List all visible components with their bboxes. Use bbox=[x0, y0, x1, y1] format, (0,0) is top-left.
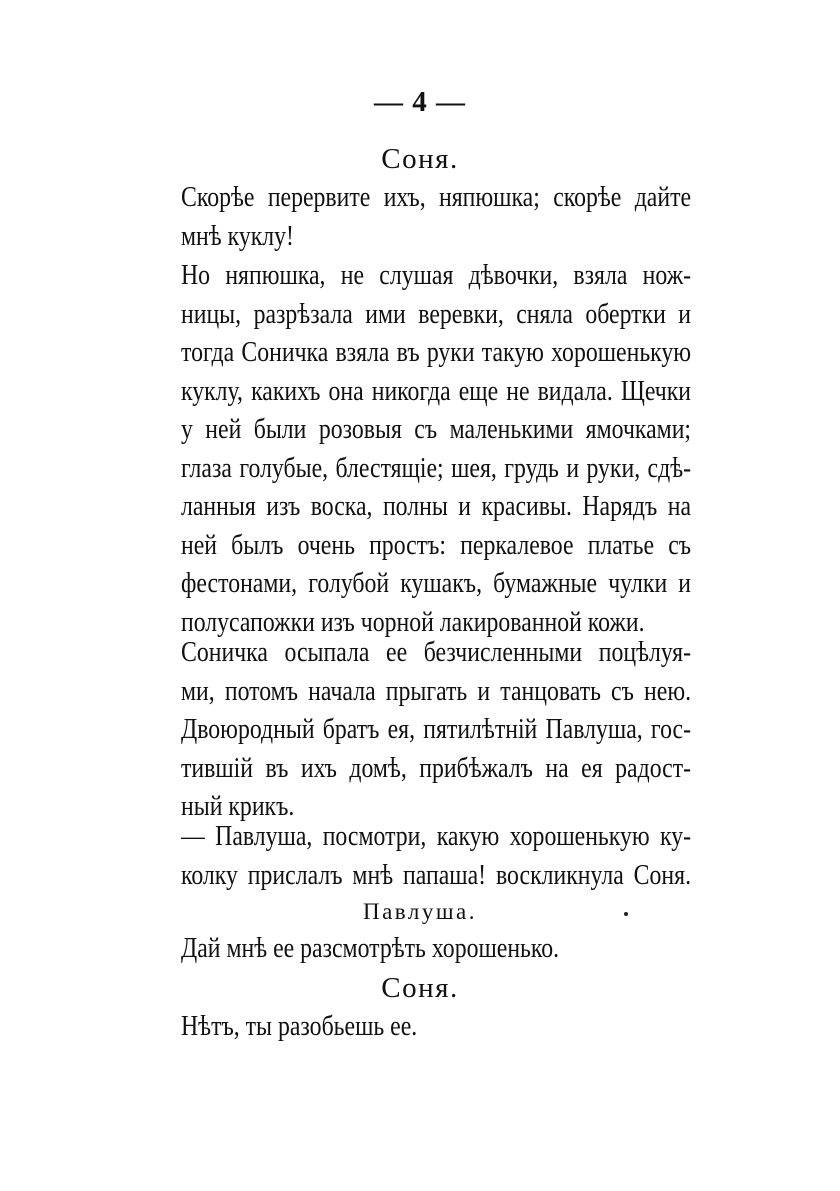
text-line: Но няпюшка, не слушая дѣвочки, взяла нож- bbox=[181, 259, 692, 291]
text-line: — Павлуша, посмотри, какую хорошенькую ку- bbox=[181, 820, 692, 852]
speaker-name: Соня. bbox=[381, 972, 459, 1004]
paragraph bbox=[181, 929, 599, 968]
text-line: у ней были розовыя съ маленькими ямочками; bbox=[181, 413, 692, 445]
speaker-name: Павлуша. bbox=[362, 899, 478, 924]
text-line: тогда Соничка взяла въ руки такую хорошенькую bbox=[181, 336, 692, 368]
paragraph bbox=[181, 817, 692, 894]
paragraph bbox=[181, 178, 692, 255]
text-line: Скорѣе перервите ихъ, няпюшка; скорѣе дайте bbox=[181, 181, 692, 213]
text-line: ми, потомъ начала прыгать и танцовать съ нею. bbox=[181, 674, 692, 707]
text-line: ный крикъ. bbox=[181, 790, 295, 822]
paragraph bbox=[181, 256, 692, 641]
text-line: полусапожки изъ чорной лакированной кожи. bbox=[181, 605, 645, 638]
text-line: Нѣтъ, ты разобьешь ее. bbox=[181, 1010, 418, 1042]
text-line: колку прислалъ мнѣ папаша! воскликнула Соня. bbox=[181, 858, 692, 891]
paragraph bbox=[181, 1007, 599, 1046]
text-line: фестонами, голубой кушакъ, бумажные чулки и bbox=[181, 567, 692, 599]
ink-speck bbox=[624, 912, 628, 916]
paragraph bbox=[181, 633, 692, 826]
text-line: ницы, разрѣзала ими веревки, сняла обертки и bbox=[181, 297, 692, 330]
text-line: куклу, какихъ она никогда еще не видала. Щечки bbox=[181, 374, 692, 407]
text-line: Соничка осыпала ее безчисленными поцѣлуя- bbox=[181, 636, 692, 668]
text-line: Двоюродный братъ ея, пятилѣтній Павлуша, гос- bbox=[181, 713, 692, 745]
text-line: ней былъ очень простъ: перкалевое платье съ bbox=[181, 528, 692, 561]
text-line: тившій въ ихъ домѣ, прибѣжалъ на ея радост- bbox=[181, 751, 692, 784]
text-line: Дай мнѣ ее разсмотрѣть хорошенько. bbox=[181, 932, 560, 964]
page-number: — 4 — bbox=[374, 86, 466, 118]
text-line: мнѣ куклу! bbox=[181, 219, 294, 252]
speaker-name: Соня. bbox=[381, 143, 459, 175]
text-line: глаза голубые, блестящіе; шея, грудь и руки, сдѣ- bbox=[181, 451, 692, 484]
text-line: ланныя изъ воска, полны и красивы. Нарядъ на bbox=[181, 490, 692, 522]
